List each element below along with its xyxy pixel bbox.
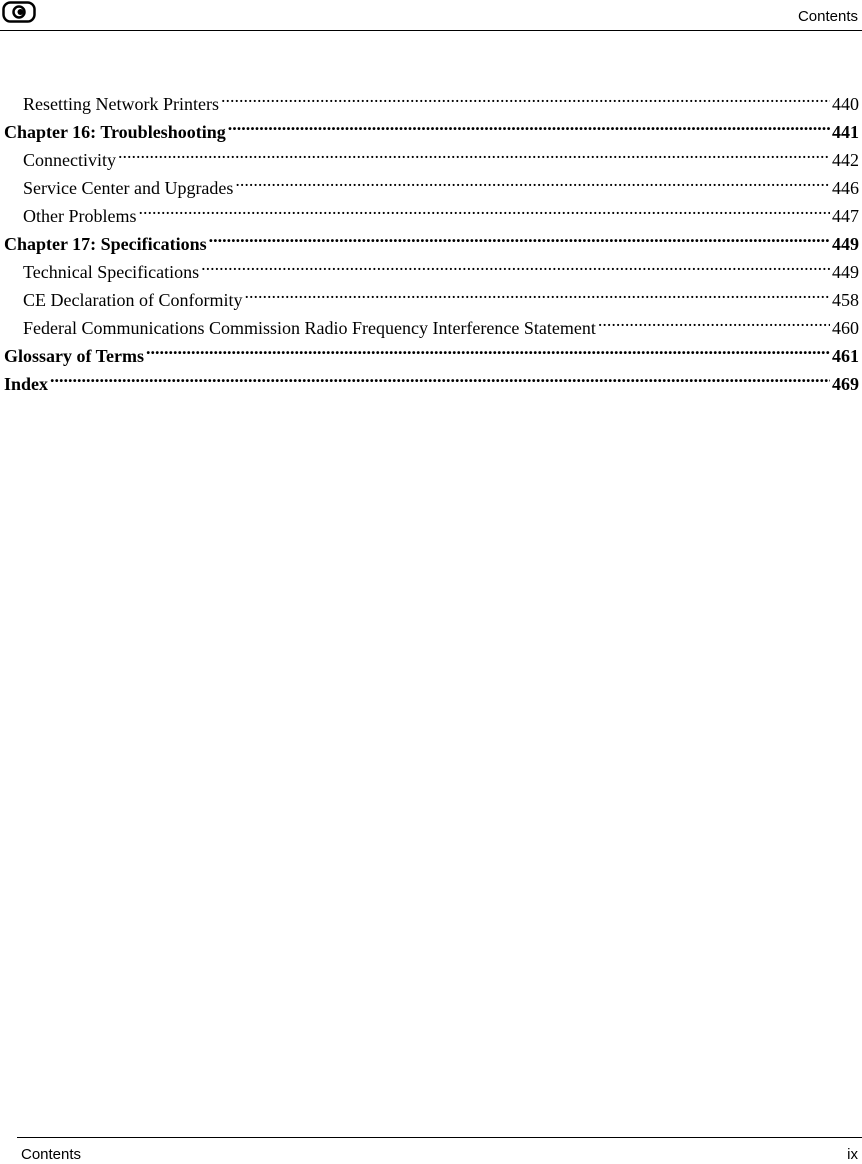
toc-entry-title: Chapter 17: Specifications xyxy=(4,234,207,254)
toc-dot-leader xyxy=(50,362,830,390)
toc-entry-title: Resetting Network Printers xyxy=(23,94,219,114)
toc-entry-page: 458 xyxy=(832,290,859,310)
toc-entry-page: 447 xyxy=(832,206,859,226)
toc-dot-leader xyxy=(221,82,830,110)
footer-page-number: ix xyxy=(847,1146,858,1163)
toc-dot-leader xyxy=(244,278,830,306)
header-title: Contents xyxy=(797,8,858,25)
toc-dot-leader xyxy=(209,222,830,250)
toc-entry-page: 461 xyxy=(832,346,859,366)
table-of-contents xyxy=(4,82,859,394)
toc-dot-leader xyxy=(146,334,830,362)
toc-entry-title: Other Problems xyxy=(23,206,137,226)
toc-entry-title: CE Declaration of Conformity xyxy=(23,290,243,310)
toc-entry-page: 449 xyxy=(832,234,859,254)
toc-entry[interactable] xyxy=(4,138,859,170)
toc-entry-title: Glossary of Terms xyxy=(4,346,145,366)
toc-entry-page: 441 xyxy=(832,122,859,142)
toc-entry-page: 449 xyxy=(832,262,859,282)
eye-camera-logo-icon xyxy=(2,1,36,23)
toc-entry[interactable] xyxy=(4,166,859,198)
toc-chapter-entry[interactable] xyxy=(4,362,859,394)
toc-dot-leader xyxy=(228,110,830,138)
toc-entry-title: Index xyxy=(4,374,49,394)
toc-entry-page: 460 xyxy=(832,318,859,338)
footer-section-label: Contents xyxy=(21,1146,82,1163)
toc-entry[interactable] xyxy=(4,82,859,114)
toc-dot-leader xyxy=(138,194,830,222)
toc-entry-title: Technical Specifications xyxy=(23,262,200,282)
toc-dot-leader xyxy=(235,166,830,194)
toc-entry-page: 446 xyxy=(832,178,859,198)
toc-dot-leader xyxy=(201,250,830,278)
page-footer xyxy=(17,1137,862,1161)
toc-dot-leader xyxy=(598,306,830,334)
toc-entry-page: 440 xyxy=(832,94,859,114)
toc-entry-title: Chapter 16: Troubleshooting xyxy=(4,122,226,142)
toc-entry-page: 442 xyxy=(832,150,859,170)
toc-entry-page: 469 xyxy=(832,374,859,394)
toc-dot-leader xyxy=(118,138,830,166)
toc-entry-title: Federal Communications Commission Radio Frequency Interference Statement xyxy=(23,318,596,338)
toc-entry-title: Service Center and Upgrades xyxy=(23,178,234,198)
page-header xyxy=(0,0,862,31)
toc-entry-title: Connectivity xyxy=(23,150,116,170)
